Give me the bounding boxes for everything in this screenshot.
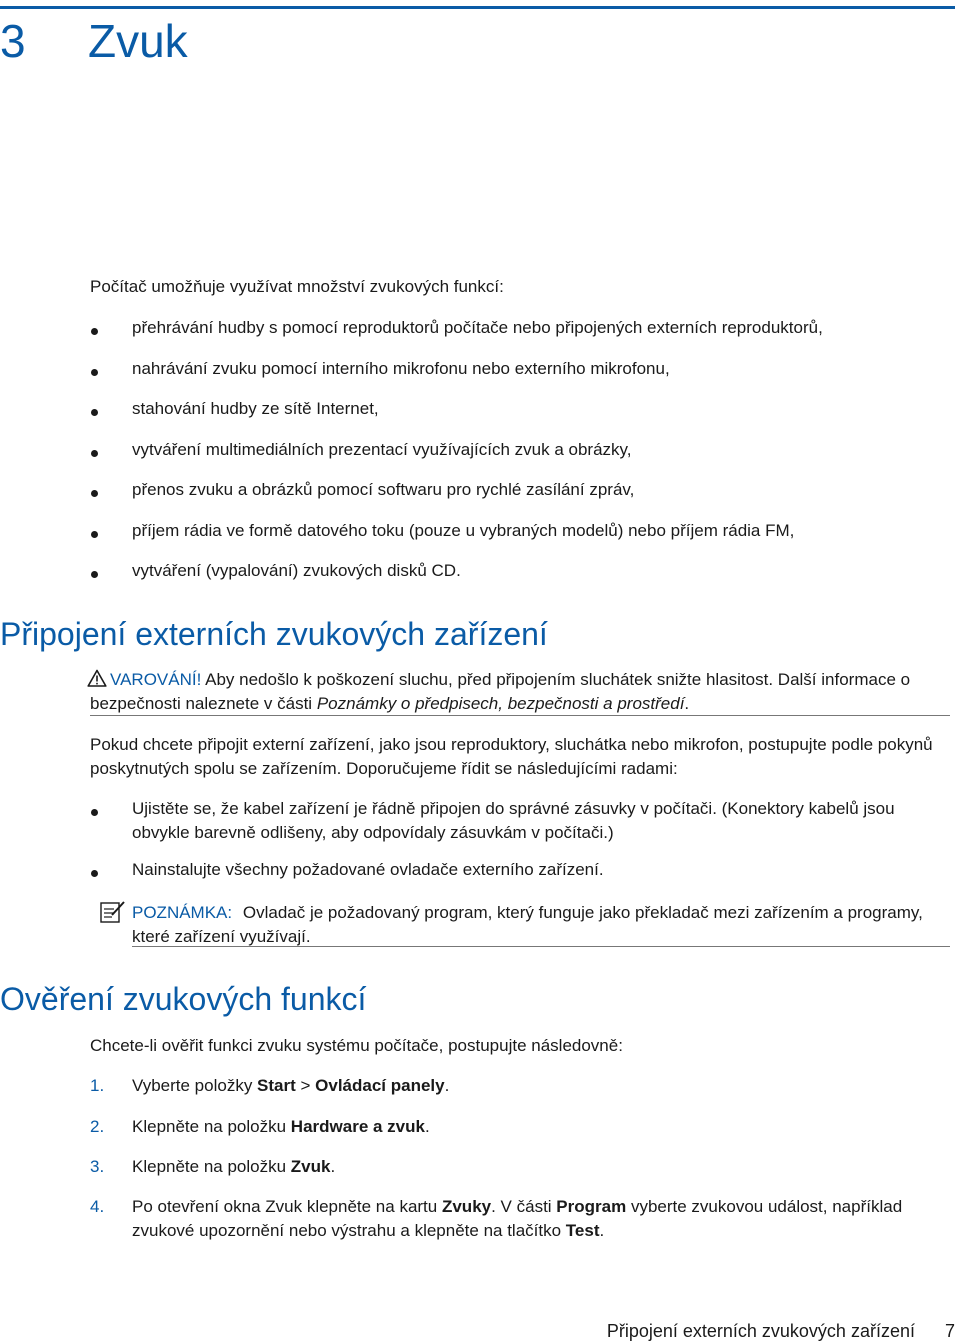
warning-label: VAROVÁNÍ! [110,670,202,689]
list-item: vytváření multimediálních prezentací využívajících zvuk a obrázky, [132,440,632,459]
bullet-dot [91,450,98,457]
bullet-dot [91,809,98,816]
connect-paragraph: Pokud chcete připojit externí zařízení, jako jsou reproduktory, sluchátka nebo mikrofon, postupujte podle pokynů poskytnutých spolu se zařízením. Doporučujeme řídit se následujícími radami: [90,735,933,778]
menu-hardware-sound: Hardware a zvuk [290,1117,425,1136]
list-item: nahrávání zvuku pomocí interního mikrofonu nebo externího mikrofonu, [132,359,670,378]
program-label: Program [556,1197,627,1216]
verify-intro: Chcete-li ověřit funkci zvuku systému počítače, postupujte následovně: [90,1036,623,1055]
page-footer [560,1319,955,1343]
list-item: Klepněte na položku Hardware a zvuk. [132,1117,430,1136]
bullet-dot [91,571,98,578]
note-rule [132,946,950,947]
chapter-number: 3 [0,15,26,67]
bullet-dot [91,409,98,416]
footer-title: Připojení externích zvukových zařízení [606,1321,915,1341]
step-number: 2. [90,1117,105,1136]
menu-sound: Zvuk [290,1157,331,1176]
list-item: Ujistěte se, že kabel zařízení je řádně připojen do správné zásuvky v počítači. (Konektory kabelů jsou obvykle barevně odlišeny, aby odpovídaly zásuvkám v počítači.) [132,799,895,842]
warning-block: VAROVÁNÍ! Aby nedošlo k poškození sluchu, před připojením sluchátek snižte hlasitost. Další informace o bezpečnosti naleznete v části Poznámky o předpisech, bezpečnosti a prostředí. [90,670,911,713]
section-heading-verify-audio: Ověření zvukových funkcí [0,981,367,1017]
bullet-dot [91,490,98,497]
warning-text: Aby nedošlo k poškození sluchu, před připojením sluchátek snižte hlasitost. [205,670,774,689]
step-number: 3. [90,1157,105,1176]
list-item: přehrávání hudby s pomocí reproduktorů počítače nebo připojených externích reproduktorů, [132,318,823,337]
bullet-dot [91,369,98,376]
bullet-dot [91,870,98,877]
chapter-title: Zvuk [88,15,188,67]
menu-path-control-panel: Ovládací panely [315,1076,445,1095]
test-button-ref: Test [565,1221,600,1240]
section-heading-external-devices: Připojení externích zvukových zařízení [0,616,548,652]
warning-text-more: Další informace o bezpečnosti naleznete v části [90,670,911,713]
note-label: POZNÁMKA: [132,903,233,922]
warning-reference: Poznámky o předpisech, bezpečnosti a prostředí [316,694,685,713]
list-item: příjem rádia ve formě datového toku (pouze u vybraných modelů) nebo příjem rádia FM, [132,521,795,540]
step-number: 1. [90,1076,105,1095]
page-number: 7 [944,1321,955,1341]
note-text: Ovladač je požadovaný program, který funguje jako překladač mezi zařízením a programy, které zařízení využívají. [132,903,923,946]
list-item: stahování hudby ze sítě Internet, [132,399,379,418]
warning-rule [90,715,950,716]
chapter-heading [0,14,188,68]
bullet-dot [91,531,98,538]
list-item: Nainstalujte všechny požadované ovladače externího zařízení. [132,860,604,879]
intro-paragraph: Počítač umožňuje využívat množství zvukových funkcí: [90,277,504,296]
list-item: Po otevření okna Zvuk klepněte na kartu Zvuky. V části Program vyberte zvukovou událost, například zvukové upozornění nebo výstrahu a klepněte na tlačítko Test. [132,1197,903,1240]
step-number: 4. [90,1197,105,1216]
list-item: Vyberte položky Start > Ovládací panely. [132,1076,450,1095]
header-rule [0,6,955,9]
note-icon [100,900,126,924]
bullet-dot [91,328,98,335]
list-item: Klepněte na položku Zvuk. [132,1157,336,1176]
note-block [132,901,956,949]
menu-path-start: Start [257,1076,296,1095]
tab-sounds: Zvuky [441,1197,492,1216]
list-item: vytváření (vypalování) zvukových disků CD. [132,561,461,580]
list-item: přenos zvuku a obrázků pomocí softwaru pro rychlé zasílání zpráv, [132,480,635,499]
